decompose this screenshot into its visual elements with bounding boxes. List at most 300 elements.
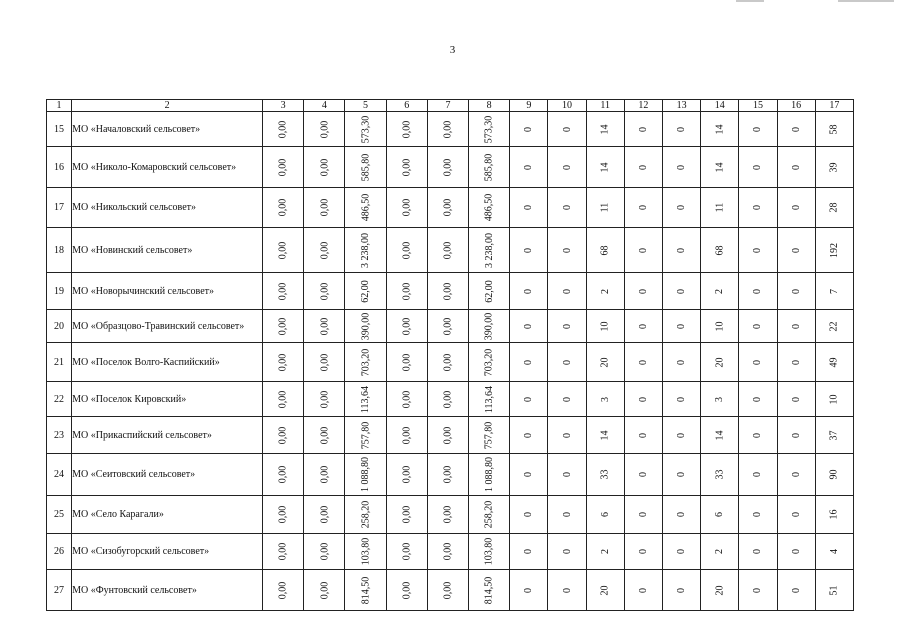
cell-value: 0 xyxy=(523,288,535,294)
cell-c5 xyxy=(345,188,386,228)
cell-c5 xyxy=(345,417,386,454)
table-row xyxy=(47,147,854,188)
cell-value: 0 xyxy=(790,549,802,554)
row-number: 23 xyxy=(47,417,72,454)
cell-c14 xyxy=(701,454,739,496)
cell-value: 3 238,00 xyxy=(483,232,495,268)
cell-c9 xyxy=(510,417,548,454)
cell-value: 0,00 xyxy=(318,426,330,444)
cell-c3 xyxy=(263,570,304,611)
cell-value: 62,00 xyxy=(360,279,372,303)
table-row xyxy=(47,310,854,343)
cell-c11 xyxy=(586,273,624,310)
cell-c16 xyxy=(777,310,815,343)
cell-c8 xyxy=(469,417,510,454)
cell-value: 0 xyxy=(752,164,764,170)
cell-value: 0 xyxy=(523,549,535,554)
cell-value: 0 xyxy=(676,549,688,554)
cell-value: 0 xyxy=(561,472,573,477)
cell-c14 xyxy=(701,417,739,454)
column-header: 15 xyxy=(739,100,777,112)
cell-c17 xyxy=(815,188,853,228)
cell-c14 xyxy=(701,570,739,611)
cell-c15 xyxy=(739,382,777,417)
cell-value: 0 xyxy=(561,396,573,402)
cell-c13 xyxy=(663,570,701,611)
row-number: 22 xyxy=(47,382,72,417)
municipality-name: МО «Прикаспийский сельсовет» xyxy=(72,417,263,454)
cell-c5 xyxy=(345,382,386,417)
cell-c14 xyxy=(701,310,739,343)
cell-value: 33 xyxy=(599,469,611,480)
cell-c16 xyxy=(777,496,815,534)
cell-value: 0 xyxy=(523,396,535,402)
cell-value: 0 xyxy=(637,247,649,253)
cell-c16 xyxy=(777,382,815,417)
cell-c5 xyxy=(345,273,386,310)
cell-value: 0 xyxy=(752,587,764,593)
cell-c15 xyxy=(739,273,777,310)
cell-c5 xyxy=(345,228,386,273)
cell-c9 xyxy=(510,228,548,273)
cell-c10 xyxy=(548,228,586,273)
cell-value: 0 xyxy=(752,288,764,294)
cell-c14 xyxy=(701,273,739,310)
cell-c6 xyxy=(386,310,427,343)
cell-c17 xyxy=(815,112,853,147)
cell-c16 xyxy=(777,417,815,454)
cell-value: 0 xyxy=(561,205,573,210)
cell-value: 0,00 xyxy=(442,390,454,408)
cell-c12 xyxy=(624,147,662,188)
cell-value: 0,00 xyxy=(442,241,454,259)
column-header: 3 xyxy=(263,100,304,112)
municipality-name: МО «Николо-Комаровский сельсовет» xyxy=(72,147,263,188)
cell-c17 xyxy=(815,454,853,496)
cell-value: 11 xyxy=(714,202,726,213)
cell-c7 xyxy=(427,147,468,188)
cell-value: 0 xyxy=(637,587,649,593)
cell-value: 757,80 xyxy=(483,421,495,449)
cell-c11 xyxy=(586,570,624,611)
cell-value: 0,00 xyxy=(442,542,454,561)
cell-value: 22 xyxy=(828,321,840,331)
cell-value: 0 xyxy=(676,396,688,402)
cell-c10 xyxy=(548,343,586,382)
cell-value: 0 xyxy=(752,549,764,554)
cell-c8 xyxy=(469,496,510,534)
cell-value: 0 xyxy=(637,205,649,210)
cell-c5 xyxy=(345,310,386,343)
column-header: 5 xyxy=(345,100,386,112)
cell-value: 0,00 xyxy=(277,282,289,300)
page-number: 3 xyxy=(449,44,456,56)
cell-value: 0,00 xyxy=(277,426,289,444)
cell-c7 xyxy=(427,310,468,343)
cell-value: 0 xyxy=(637,359,649,365)
row-number: 20 xyxy=(47,310,72,343)
municipality-name: МО «Образцово-Травинский сельсовет» xyxy=(72,310,263,343)
cell-value: 814,50 xyxy=(483,576,495,604)
cell-value: 0 xyxy=(676,323,688,329)
cell-value: 0,00 xyxy=(442,158,454,176)
cell-value: 14 xyxy=(714,162,726,172)
cell-value: 0 xyxy=(676,164,688,170)
cell-value: 0,00 xyxy=(401,542,413,561)
cell-c13 xyxy=(663,112,701,147)
cell-c4 xyxy=(304,454,345,496)
cell-c4 xyxy=(304,496,345,534)
table-row xyxy=(47,112,854,147)
municipality-name: МО «Никольский сельсовет» xyxy=(72,188,263,228)
cell-value: 0 xyxy=(790,126,802,132)
cell-value: 0 xyxy=(637,288,649,294)
cell-c9 xyxy=(510,454,548,496)
cell-c12 xyxy=(624,228,662,273)
cell-c7 xyxy=(427,112,468,147)
cell-c10 xyxy=(548,570,586,611)
cell-value: 37 xyxy=(828,430,840,440)
cell-c10 xyxy=(548,382,586,417)
cell-c12 xyxy=(624,310,662,343)
row-number: 17 xyxy=(47,188,72,228)
cell-c6 xyxy=(386,454,427,496)
cell-c13 xyxy=(663,454,701,496)
table-row xyxy=(47,496,854,534)
cell-c12 xyxy=(624,112,662,147)
cell-c17 xyxy=(815,147,853,188)
cell-value: 0,00 xyxy=(401,505,413,524)
cell-value: 28 xyxy=(828,202,840,213)
cell-value: 0 xyxy=(523,247,535,253)
scan-artifact xyxy=(838,0,894,2)
cell-value: 0 xyxy=(790,587,802,593)
cell-value: 14 xyxy=(599,430,611,440)
cell-value: 0 xyxy=(523,164,535,170)
row-number: 27 xyxy=(47,570,72,611)
cell-value: 0,00 xyxy=(318,241,330,259)
cell-value: 16 xyxy=(828,509,840,520)
cell-c6 xyxy=(386,534,427,570)
cell-c13 xyxy=(663,273,701,310)
cell-c4 xyxy=(304,188,345,228)
cell-value: 6 xyxy=(714,512,726,517)
cell-c6 xyxy=(386,112,427,147)
cell-c15 xyxy=(739,188,777,228)
column-header: 4 xyxy=(304,100,345,112)
cell-c13 xyxy=(663,534,701,570)
cell-value: 2 xyxy=(599,288,611,294)
cell-c12 xyxy=(624,570,662,611)
municipality-name: МО «Село Карагали» xyxy=(72,496,263,534)
cell-value: 62,00 xyxy=(483,279,495,303)
cell-c14 xyxy=(701,496,739,534)
cell-value: 0 xyxy=(561,549,573,554)
cell-c9 xyxy=(510,343,548,382)
cell-value: 90 xyxy=(828,469,840,480)
cell-value: 0,00 xyxy=(277,353,289,371)
cell-c4 xyxy=(304,112,345,147)
cell-value: 3 238,00 xyxy=(360,232,372,268)
cell-value: 7 xyxy=(828,288,840,294)
cell-value: 0 xyxy=(523,472,535,477)
cell-value: 0,00 xyxy=(442,317,454,335)
cell-value: 33 xyxy=(714,469,726,480)
row-number: 26 xyxy=(47,534,72,570)
column-header: 14 xyxy=(701,100,739,112)
municipality-name: МО «Поселок Кировский» xyxy=(72,382,263,417)
cell-value: 0,00 xyxy=(277,505,289,524)
cell-value: 10 xyxy=(828,394,840,404)
cell-c15 xyxy=(739,454,777,496)
cell-value: 14 xyxy=(599,124,611,134)
cell-c3 xyxy=(263,534,304,570)
cell-value: 0 xyxy=(790,247,802,253)
cell-value: 0 xyxy=(523,205,535,210)
cell-c11 xyxy=(586,382,624,417)
municipality-name: МО «Сизобугорский сельсовет» xyxy=(72,534,263,570)
cell-value: 103,80 xyxy=(360,537,372,566)
cell-c6 xyxy=(386,496,427,534)
cell-c10 xyxy=(548,147,586,188)
cell-c10 xyxy=(548,496,586,534)
cell-c11 xyxy=(586,417,624,454)
cell-value: 0 xyxy=(676,587,688,593)
cell-value: 4 xyxy=(828,549,840,554)
cell-value: 0,00 xyxy=(318,542,330,561)
cell-c4 xyxy=(304,417,345,454)
cell-value: 0,00 xyxy=(401,198,413,217)
cell-c5 xyxy=(345,147,386,188)
cell-value: 0 xyxy=(752,126,764,132)
cell-c12 xyxy=(624,343,662,382)
cell-value: 0,00 xyxy=(318,353,330,371)
cell-c17 xyxy=(815,570,853,611)
cell-value: 20 xyxy=(714,585,726,595)
cell-value: 0 xyxy=(676,512,688,517)
cell-value: 0 xyxy=(637,549,649,554)
column-header: 7 xyxy=(427,100,468,112)
cell-value: 486,50 xyxy=(360,193,372,222)
cell-c7 xyxy=(427,417,468,454)
cell-c17 xyxy=(815,343,853,382)
cell-value: 0 xyxy=(637,164,649,170)
scan-artifact xyxy=(736,0,764,2)
cell-c9 xyxy=(510,147,548,188)
cell-value: 0 xyxy=(523,512,535,517)
cell-value: 20 xyxy=(599,357,611,367)
cell-value: 486,50 xyxy=(483,193,495,222)
cell-value: 20 xyxy=(599,585,611,595)
cell-c13 xyxy=(663,228,701,273)
column-header: 8 xyxy=(469,100,510,112)
cell-c12 xyxy=(624,496,662,534)
table-row xyxy=(47,534,854,570)
cell-c15 xyxy=(739,417,777,454)
row-number: 25 xyxy=(47,496,72,534)
cell-c3 xyxy=(263,496,304,534)
cell-c12 xyxy=(624,454,662,496)
cell-c4 xyxy=(304,147,345,188)
cell-c8 xyxy=(469,147,510,188)
cell-value: 0 xyxy=(637,512,649,517)
cell-value: 113,64 xyxy=(483,385,495,413)
cell-value: 0 xyxy=(752,512,764,517)
cell-value: 0 xyxy=(637,126,649,132)
cell-value: 0 xyxy=(752,396,764,402)
cell-c9 xyxy=(510,382,548,417)
cell-value: 1 088,80 xyxy=(483,457,495,492)
cell-value: 0,00 xyxy=(401,426,413,444)
cell-value: 0 xyxy=(637,432,649,438)
cell-value: 258,20 xyxy=(483,500,495,529)
cell-value: 0,00 xyxy=(401,241,413,259)
cell-c7 xyxy=(427,273,468,310)
cell-value: 0,00 xyxy=(277,542,289,561)
cell-c17 xyxy=(815,417,853,454)
cell-c4 xyxy=(304,228,345,273)
cell-value: 0 xyxy=(676,472,688,477)
cell-c13 xyxy=(663,417,701,454)
cell-c15 xyxy=(739,496,777,534)
cell-value: 0 xyxy=(523,126,535,132)
cell-c16 xyxy=(777,228,815,273)
cell-c11 xyxy=(586,534,624,570)
cell-value: 0,00 xyxy=(401,282,413,300)
cell-c7 xyxy=(427,570,468,611)
cell-c3 xyxy=(263,112,304,147)
row-number: 21 xyxy=(47,343,72,382)
table-row xyxy=(47,570,854,611)
cell-value: 0,00 xyxy=(318,317,330,335)
cell-value: 0,00 xyxy=(401,158,413,176)
table-row xyxy=(47,343,854,382)
cell-c15 xyxy=(739,343,777,382)
row-number: 15 xyxy=(47,112,72,147)
cell-value: 757,80 xyxy=(360,421,372,449)
cell-c9 xyxy=(510,310,548,343)
cell-c16 xyxy=(777,273,815,310)
cell-c12 xyxy=(624,417,662,454)
cell-value: 0 xyxy=(752,247,764,253)
cell-c8 xyxy=(469,454,510,496)
cell-c14 xyxy=(701,534,739,570)
table-row xyxy=(47,417,854,454)
cell-value: 0,00 xyxy=(442,465,454,484)
cell-value: 2 xyxy=(599,549,611,554)
cell-value: 0 xyxy=(523,587,535,593)
cell-c4 xyxy=(304,570,345,611)
cell-c11 xyxy=(586,147,624,188)
cell-value: 11 xyxy=(599,202,611,213)
cell-c17 xyxy=(815,382,853,417)
cell-c8 xyxy=(469,112,510,147)
row-number: 19 xyxy=(47,273,72,310)
cell-value: 0 xyxy=(676,247,688,253)
cell-value: 1 088,80 xyxy=(360,457,372,492)
cell-c15 xyxy=(739,310,777,343)
cell-c8 xyxy=(469,570,510,611)
cell-c7 xyxy=(427,228,468,273)
cell-value: 0 xyxy=(561,323,573,329)
municipality-name: МО «Поселок Волго-Каспийский» xyxy=(72,343,263,382)
cell-c11 xyxy=(586,228,624,273)
cell-value: 390,00 xyxy=(483,312,495,340)
cell-c8 xyxy=(469,273,510,310)
cell-value: 0,00 xyxy=(442,198,454,217)
cell-c7 xyxy=(427,496,468,534)
cell-value: 390,00 xyxy=(360,312,372,340)
cell-value: 14 xyxy=(599,162,611,172)
cell-value: 0,00 xyxy=(318,465,330,484)
cell-c5 xyxy=(345,534,386,570)
column-header: 16 xyxy=(777,100,815,112)
cell-value: 20 xyxy=(714,357,726,367)
cell-c3 xyxy=(263,382,304,417)
cell-c15 xyxy=(739,228,777,273)
cell-c14 xyxy=(701,112,739,147)
cell-c8 xyxy=(469,310,510,343)
cell-c17 xyxy=(815,496,853,534)
cell-value: 0,00 xyxy=(442,353,454,371)
cell-value: 585,80 xyxy=(360,153,372,181)
cell-value: 0,00 xyxy=(318,505,330,524)
cell-value: 0 xyxy=(561,288,573,294)
cell-value: 0,00 xyxy=(442,581,454,599)
cell-c6 xyxy=(386,228,427,273)
cell-value: 0,00 xyxy=(401,120,413,138)
cell-c7 xyxy=(427,382,468,417)
cell-value: 0,00 xyxy=(442,120,454,138)
cell-value: 10 xyxy=(714,321,726,331)
column-header: 12 xyxy=(624,100,662,112)
cell-value: 0 xyxy=(676,205,688,210)
cell-value: 51 xyxy=(828,585,840,595)
cell-c4 xyxy=(304,310,345,343)
cell-c13 xyxy=(663,343,701,382)
cell-c8 xyxy=(469,188,510,228)
cell-c4 xyxy=(304,343,345,382)
cell-value: 0,00 xyxy=(277,241,289,259)
cell-value: 703,20 xyxy=(360,348,372,376)
cell-c13 xyxy=(663,310,701,343)
cell-c17 xyxy=(815,534,853,570)
column-header: 9 xyxy=(510,100,548,112)
cell-c16 xyxy=(777,147,815,188)
cell-c16 xyxy=(777,454,815,496)
cell-value: 0,00 xyxy=(442,282,454,300)
cell-value: 0 xyxy=(637,472,649,477)
cell-value: 0 xyxy=(676,288,688,294)
cell-c8 xyxy=(469,534,510,570)
cell-value: 0 xyxy=(523,359,535,365)
cell-value: 814,50 xyxy=(360,576,372,604)
cell-value: 0 xyxy=(752,359,764,365)
cell-c3 xyxy=(263,310,304,343)
cell-c5 xyxy=(345,343,386,382)
cell-c4 xyxy=(304,382,345,417)
municipality-name: МО «Фунтовский сельсовет» xyxy=(72,570,263,611)
cell-c4 xyxy=(304,273,345,310)
cell-c13 xyxy=(663,147,701,188)
municipality-name: МО «Новорычинский сельсовет» xyxy=(72,273,263,310)
cell-value: 0 xyxy=(561,247,573,253)
cell-c3 xyxy=(263,228,304,273)
cell-value: 14 xyxy=(714,430,726,440)
cell-value: 68 xyxy=(714,245,726,255)
cell-value: 0,00 xyxy=(442,426,454,444)
cell-c9 xyxy=(510,534,548,570)
